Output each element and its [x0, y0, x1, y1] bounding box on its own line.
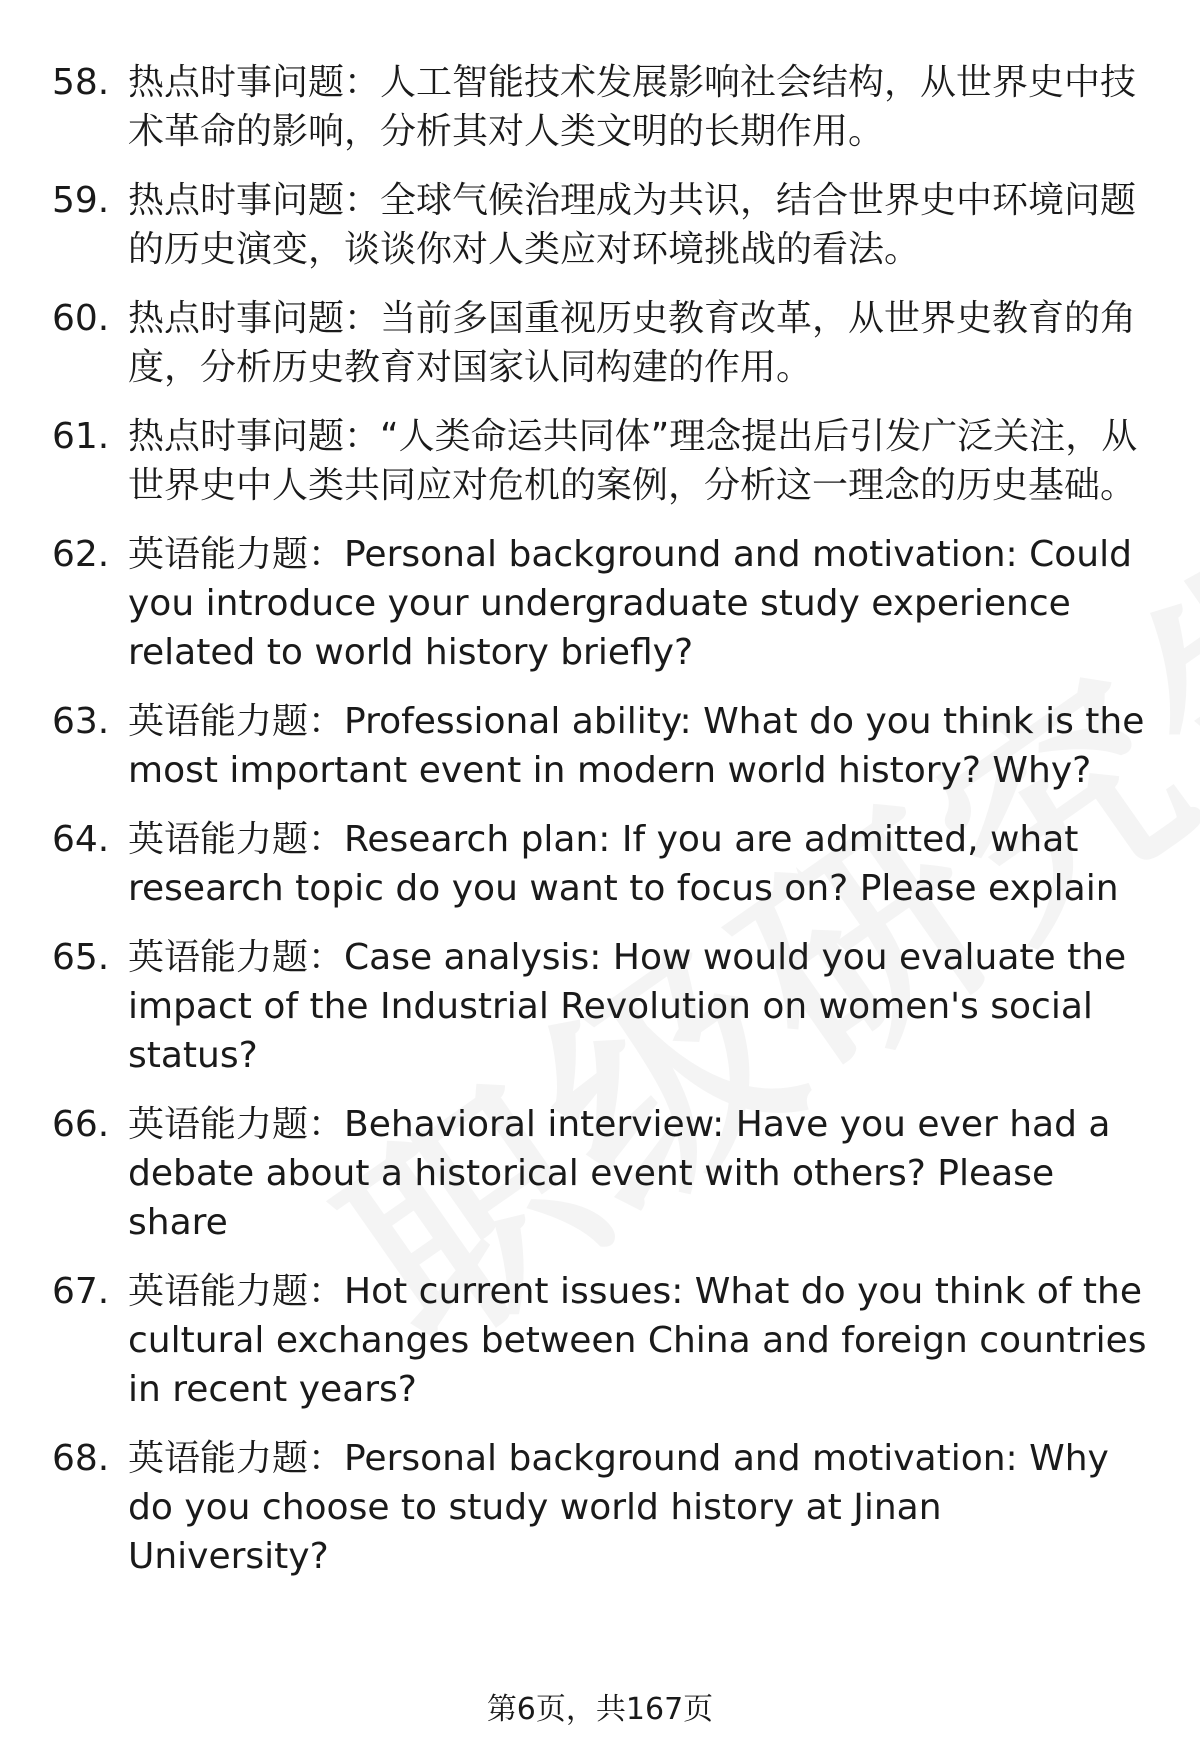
question-list — [52, 58, 1152, 1601]
question-number: 61. — [52, 416, 110, 457]
question-text: 热点时事问题：全球气候治理成为共识，结合世界史中环境问题的历史演变，谈谈你对人类应对环境挑战的看法。 — [128, 180, 1137, 270]
question-item — [52, 530, 1152, 677]
question-text: 英语能力题：Personal background and motivation: Why do you choose to study world history at Jinan University? — [128, 1438, 1109, 1577]
question-number: 62. — [52, 534, 110, 575]
question-number: 63. — [52, 701, 110, 742]
question-text: 英语能力题：Professional ability: What do you think is the most important event in modern world history? Why? — [128, 701, 1145, 791]
question-text: 英语能力题：Research plan: If you are admitted, what research topic do you want to focus on? Please explain — [128, 819, 1119, 909]
question-item — [52, 1100, 1152, 1247]
question-item — [52, 697, 1152, 795]
question-number: 67. — [52, 1271, 110, 1312]
question-number: 59. — [52, 180, 110, 221]
question-item — [52, 1434, 1152, 1581]
question-item — [52, 412, 1152, 510]
question-text: 英语能力题：Personal background and motivation: Could you introduce your undergraduate study experience related to world history briefly? — [128, 534, 1132, 673]
question-item — [52, 176, 1152, 274]
question-item — [52, 294, 1152, 392]
question-number: 60. — [52, 298, 110, 339]
question-number: 64. — [52, 819, 110, 860]
question-number: 58. — [52, 62, 110, 103]
question-item — [52, 933, 1152, 1080]
question-number: 66. — [52, 1104, 110, 1145]
question-text: 英语能力题：Behavioral interview: Have you ever had a debate about a historical event with others? Please share — [128, 1104, 1111, 1243]
question-item — [52, 1267, 1152, 1414]
question-text: 热点时事问题：“人类命运共同体”理念提出后引发广泛关注，从世界史中人类共同应对危机的案例，分析这一理念的历史基础。 — [128, 416, 1138, 506]
question-text: 英语能力题：Case analysis: How would you evaluate the impact of the Industrial Revolution on women's social status? — [128, 937, 1127, 1076]
question-number: 65. — [52, 937, 110, 978]
question-text: 热点时事问题：人工智能技术发展影响社会结构，从世界史中技术革命的影响，分析其对人类文明的长期作用。 — [128, 62, 1137, 152]
question-item — [52, 815, 1152, 913]
question-text: 热点时事问题：当前多国重视历史教育改革，从世界史教育的角度，分析历史教育对国家认同构建的作用。 — [128, 298, 1137, 388]
question-item — [52, 58, 1152, 156]
question-number: 68. — [52, 1438, 110, 1479]
page-footer: 第6页，共167页 — [486, 1692, 714, 1727]
question-text: 英语能力题：Hot current issues: What do you think of the cultural exchanges between China and foreign countries in recent years? — [128, 1271, 1147, 1410]
